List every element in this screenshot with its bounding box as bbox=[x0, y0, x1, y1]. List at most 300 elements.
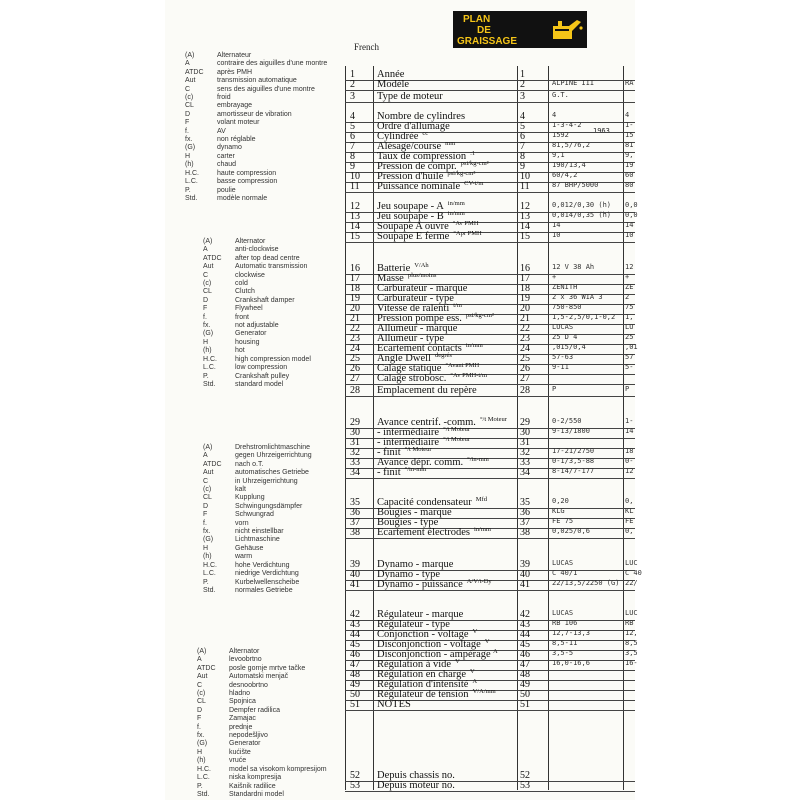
value-column-b: LUC bbox=[625, 559, 638, 567]
row-number-left: 49 bbox=[350, 679, 360, 690]
legend-abbreviation: P. bbox=[203, 578, 209, 586]
legend-row bbox=[185, 187, 327, 195]
row-number-right: 7 bbox=[520, 141, 525, 152]
legend-meaning: carter bbox=[217, 152, 235, 160]
legend-meaning: Dempfer radilica bbox=[229, 706, 280, 714]
legend-block bbox=[197, 648, 327, 799]
value-column-a: 750-850 bbox=[552, 303, 582, 311]
legend-abbreviation: f. bbox=[203, 519, 207, 527]
row-number-right: 29 bbox=[520, 417, 530, 428]
row-label: Jeu soupape - B bbox=[377, 211, 444, 222]
legend-abbreviation: ATDC bbox=[203, 460, 222, 468]
row-unit: °/t Moteur bbox=[443, 426, 471, 433]
legend-row bbox=[203, 570, 312, 578]
row-label: Modèle bbox=[377, 79, 410, 90]
legend-row bbox=[203, 520, 312, 528]
value-column-a: 4 bbox=[552, 111, 557, 119]
value-column-b: C 40 bbox=[625, 569, 642, 577]
value-column-a: LUCAS bbox=[552, 609, 574, 617]
legend-row bbox=[203, 545, 312, 553]
legend-meaning: Zamajac bbox=[229, 715, 256, 723]
legend-row bbox=[203, 503, 312, 511]
row-number-left: 30 bbox=[350, 427, 360, 438]
legend-row bbox=[197, 732, 327, 740]
row-unit: V bbox=[472, 628, 478, 635]
value-column-b: ,01 bbox=[625, 343, 638, 351]
value-column-b: 8,5 bbox=[625, 639, 638, 647]
row-number-right: 12 bbox=[520, 201, 530, 212]
value-column-b: 60 bbox=[625, 171, 634, 179]
row-number-left: 51 bbox=[350, 699, 360, 710]
legend-abbreviation: Aut bbox=[203, 469, 214, 477]
row-label: Ecartement électrodes bbox=[377, 527, 470, 538]
legend-row bbox=[185, 144, 327, 152]
legend-abbreviation: (h) bbox=[185, 161, 194, 169]
legend-row bbox=[203, 553, 312, 561]
row-number-left: 14 bbox=[350, 221, 360, 232]
row-number-left: 23 bbox=[350, 333, 360, 344]
row-number-left: 45 bbox=[350, 639, 360, 650]
legend-meaning: nicht einstellbar bbox=[235, 528, 284, 536]
legend-abbreviation: F bbox=[185, 119, 190, 127]
row-number-right: 44 bbox=[520, 629, 530, 640]
row-number-right: 35 bbox=[520, 497, 530, 508]
row-number-left: 31 bbox=[350, 437, 360, 448]
value-column-a: 3,5-5 bbox=[552, 649, 574, 657]
legend-meaning: high compression model bbox=[235, 355, 311, 363]
legend-abbreviation: (c) bbox=[203, 280, 212, 288]
row-number-right: 17 bbox=[520, 273, 530, 284]
row-label: - intermédiaire bbox=[377, 427, 440, 438]
row-number-left: 20 bbox=[350, 303, 360, 314]
row-unit: °/t Moteur bbox=[443, 436, 471, 443]
legend-meaning: Standardni model bbox=[229, 790, 284, 798]
row-number-left: 1 bbox=[350, 69, 355, 80]
legend-row bbox=[197, 740, 327, 748]
legend-row bbox=[203, 536, 312, 544]
legend-row bbox=[203, 356, 311, 364]
legend-abbreviation: C bbox=[197, 681, 203, 689]
legend-row bbox=[203, 461, 312, 469]
legend-abbreviation: (A) bbox=[203, 238, 213, 245]
value-column-b: 18 bbox=[625, 447, 634, 455]
value-column-a: 0,012/0,30 (h) bbox=[552, 201, 612, 209]
row-number-left: 4 bbox=[350, 111, 355, 122]
row-label: Bougies - type bbox=[377, 517, 439, 528]
legend-abbreviation: Std. bbox=[203, 380, 216, 388]
legend-abbreviation: H.C. bbox=[203, 561, 217, 569]
row-number-left: 48 bbox=[350, 669, 360, 680]
legend-meaning: dynamo bbox=[217, 144, 242, 152]
table-row bbox=[345, 386, 635, 397]
legend-meaning: nepodešljivo bbox=[229, 732, 268, 740]
legend-abbreviation: (G) bbox=[197, 740, 208, 748]
row-label: Conjonction - voltage bbox=[377, 629, 469, 640]
legend-row bbox=[203, 339, 311, 347]
row-number-left: 25 bbox=[350, 353, 360, 364]
row-label: Allumeur - type bbox=[377, 333, 445, 344]
value-column-b: 0,0 bbox=[625, 211, 638, 219]
legend-abbreviation: CL bbox=[203, 494, 212, 502]
value-column-b: 1- bbox=[625, 417, 634, 425]
legend-row bbox=[185, 102, 327, 110]
value-column-b: 0,0 bbox=[625, 201, 638, 209]
legend-meaning: Automatski menjač bbox=[229, 673, 289, 681]
row-number-left: 8 bbox=[350, 151, 355, 162]
row-number-left: 27 bbox=[350, 373, 360, 384]
row-label: Ecartement contacts bbox=[377, 343, 462, 354]
legend-abbreviation: ATDC bbox=[203, 254, 222, 262]
value-column-a: 190/13,4 bbox=[552, 161, 586, 169]
row-label: Ordre d'allumage bbox=[377, 121, 450, 132]
row-number-right: 43 bbox=[520, 619, 530, 630]
legend-meaning: froid bbox=[217, 94, 231, 102]
legend-abbreviation: L.C. bbox=[203, 364, 216, 372]
legend-abbreviation: (G) bbox=[203, 536, 214, 544]
row-label: Régulateur - marque bbox=[377, 609, 464, 620]
legend-row bbox=[203, 314, 311, 322]
value-column-a: 9,1 bbox=[552, 151, 565, 159]
legend-row bbox=[197, 749, 327, 757]
value-column-b: LUC bbox=[625, 609, 638, 617]
legend-row bbox=[185, 195, 327, 203]
row-number-right: 31 bbox=[520, 437, 530, 448]
row-number-right: 3 bbox=[520, 91, 525, 102]
row-number-left: 53 bbox=[350, 780, 360, 791]
value-column-a: LUCAS bbox=[552, 323, 574, 331]
value-column-a: C 40/1 bbox=[552, 569, 578, 577]
row-number-left: 12 bbox=[350, 201, 360, 212]
row-label: Type de moteur bbox=[377, 91, 443, 102]
row-number-right: 51 bbox=[520, 699, 530, 710]
row-number-left: 38 bbox=[350, 527, 360, 538]
value-column-a: 0,20 bbox=[552, 497, 569, 505]
legend-abbreviation: C bbox=[203, 477, 209, 485]
value-column-b: 1, bbox=[625, 313, 634, 321]
value-column-a: 22/13,5/2250 (G) bbox=[552, 579, 620, 587]
row-number-right: 2 bbox=[520, 79, 525, 90]
legend-meaning: clockwise bbox=[235, 271, 265, 279]
row-unit: :1 bbox=[470, 150, 476, 157]
legend-row bbox=[185, 136, 327, 144]
row-unit: mm bbox=[445, 140, 456, 147]
legend-meaning: contraire des aiguilles d'une montre bbox=[217, 60, 328, 68]
legend-row bbox=[197, 707, 327, 715]
value-column-a: 10 bbox=[552, 231, 561, 239]
legend-meaning: normales Getriebe bbox=[235, 586, 293, 594]
legend-meaning: hot bbox=[235, 347, 245, 355]
legend-abbreviation: F bbox=[203, 305, 208, 313]
legend-abbreviation: F bbox=[197, 715, 202, 723]
row-number-right: 42 bbox=[520, 609, 530, 620]
legend-meaning: standard model bbox=[235, 380, 284, 388]
value-column-a: RB 106 bbox=[552, 619, 578, 627]
legend-row bbox=[185, 111, 327, 119]
row-label: Disconjonction - voltage bbox=[377, 639, 481, 650]
legend-row bbox=[203, 562, 312, 570]
row-label: Cylindrée bbox=[377, 131, 419, 142]
value-column-b: 12, bbox=[625, 629, 638, 637]
value-column-b: 2 bbox=[625, 293, 630, 301]
row-number-left: 34 bbox=[350, 467, 360, 478]
legend-meaning: chaud bbox=[217, 161, 237, 169]
legend-block bbox=[203, 238, 311, 389]
legend-abbreviation: Std. bbox=[185, 194, 198, 202]
value-column-a: G.T. bbox=[552, 91, 569, 99]
row-number-right: 20 bbox=[520, 303, 530, 314]
legend-abbreviation: (c) bbox=[185, 94, 194, 102]
legend-row bbox=[185, 170, 327, 178]
value-column-b: KL bbox=[625, 507, 634, 515]
legend-abbreviation: (A) bbox=[203, 444, 213, 451]
oil-can-icon bbox=[547, 16, 583, 44]
legend-abbreviation: (h) bbox=[197, 757, 206, 765]
legend-meaning: kalt bbox=[235, 486, 246, 494]
table-row bbox=[345, 232, 635, 243]
legend-row bbox=[203, 579, 312, 587]
row-label: Taux de compression bbox=[377, 151, 467, 162]
row-unit: psi/kg-cm² bbox=[447, 170, 476, 177]
value-column-a: 12,7-13,3 bbox=[552, 629, 590, 637]
legend-meaning: sens des aiguilles d'une montre bbox=[217, 85, 315, 93]
row-label: Depuis chassis no. bbox=[377, 770, 455, 781]
legend-row bbox=[185, 52, 327, 60]
legend-block bbox=[203, 444, 312, 595]
row-label: Avance centrif. -comm. bbox=[377, 417, 476, 428]
row-number-right: 38 bbox=[520, 527, 530, 538]
value-column-a: ,015/0,4 bbox=[552, 343, 586, 351]
table-row bbox=[345, 80, 635, 91]
value-column-b: P bbox=[625, 385, 630, 393]
legend-row bbox=[203, 452, 312, 460]
row-number-right: 40 bbox=[520, 569, 530, 580]
legend-meaning: niedrige Verdichtung bbox=[235, 570, 299, 578]
legend-row bbox=[185, 119, 327, 127]
row-number-right: 26 bbox=[520, 363, 530, 374]
legend-meaning: front bbox=[235, 313, 250, 321]
legend-abbreviation: H.C. bbox=[203, 355, 217, 363]
legend-abbreviation: (h) bbox=[203, 553, 212, 561]
legend-row bbox=[197, 690, 327, 698]
legend-row bbox=[185, 178, 327, 186]
value-column-a: 8-14/7-177 bbox=[552, 467, 595, 475]
row-number-left: 26 bbox=[350, 363, 360, 374]
row-unit: °/t Moteur bbox=[404, 446, 432, 453]
legend-meaning: desnoobrtno bbox=[229, 681, 268, 689]
row-unit: °/in-mm bbox=[404, 466, 427, 473]
badge-line-1: PLAN bbox=[463, 14, 491, 25]
row-number-left: 32 bbox=[350, 447, 360, 458]
row-unit: V/Ah bbox=[414, 262, 429, 269]
legend-abbreviation: H.C. bbox=[197, 765, 211, 773]
value-column-b: 12 bbox=[625, 467, 634, 475]
value-column-b: + bbox=[625, 273, 630, 281]
badge-line-3: GRAISSAGE bbox=[457, 36, 518, 47]
legend-row bbox=[197, 665, 327, 673]
lubrication-chart-badge[interactable] bbox=[453, 11, 587, 48]
row-number-left: 33 bbox=[350, 457, 360, 468]
legend-meaning: Generator bbox=[235, 330, 267, 338]
row-number-right: 1 bbox=[520, 69, 525, 80]
row-unit: in/mm bbox=[447, 200, 465, 207]
value-column-a: 14 bbox=[552, 221, 561, 229]
row-number-left: 46 bbox=[350, 649, 360, 660]
legend-abbreviation: fx. bbox=[203, 528, 211, 536]
value-column-a: 57-63 bbox=[552, 353, 574, 361]
row-number-right: 4 bbox=[520, 111, 525, 122]
legend-row bbox=[185, 69, 327, 77]
legend-meaning: modèle normale bbox=[217, 194, 268, 202]
legend-row bbox=[197, 673, 327, 681]
legend-meaning: haute compression bbox=[217, 169, 277, 177]
legend-meaning: niska kompresija bbox=[229, 774, 282, 782]
row-number-left: 37 bbox=[350, 517, 360, 528]
legend-abbreviation: f. bbox=[203, 313, 207, 321]
row-number-left: 36 bbox=[350, 507, 360, 518]
legend-abbreviation: CL bbox=[203, 288, 212, 296]
legend-abbreviation: L.C. bbox=[203, 570, 216, 578]
row-label: Régulateur - type bbox=[377, 619, 450, 630]
legend-row bbox=[203, 322, 311, 330]
row-label: Pression de compr. bbox=[377, 161, 457, 172]
value-column-b: ZE bbox=[625, 283, 634, 291]
legend-abbreviation: (c) bbox=[197, 690, 206, 698]
row-number-right: 8 bbox=[520, 151, 525, 162]
legend-meaning: Alternateur bbox=[217, 52, 252, 59]
legend-abbreviation: (h) bbox=[203, 347, 212, 355]
row-number-right: 45 bbox=[520, 639, 530, 650]
value-column-a: P bbox=[552, 385, 557, 393]
legend-meaning: cold bbox=[235, 280, 248, 288]
row-label: Dynamo - puissance bbox=[377, 579, 463, 590]
row-number-right: 41 bbox=[520, 579, 530, 590]
legend-abbreviation: D bbox=[197, 706, 203, 714]
row-label: Jeu soupape - A bbox=[377, 201, 444, 212]
legend-meaning: Flywheel bbox=[235, 305, 263, 313]
legend-meaning: Generator bbox=[229, 740, 261, 748]
row-number-right: 28 bbox=[520, 385, 530, 396]
row-number-left: 13 bbox=[350, 211, 360, 222]
legend-row bbox=[197, 791, 327, 799]
value-column-a: 2 x 36 WIA 3 bbox=[552, 293, 603, 301]
row-number-left: 41 bbox=[350, 579, 360, 590]
row-unit: A/V/t-Dy bbox=[466, 578, 492, 585]
row-label: Disconjonction - ampérage bbox=[377, 649, 491, 660]
legend-row bbox=[203, 364, 311, 372]
legend-meaning: hohe Verdichtung bbox=[235, 561, 290, 569]
value-column-a: 16,0-16,6 bbox=[552, 659, 590, 667]
legend-meaning: in Uhrzeigerrichtung bbox=[235, 477, 298, 485]
row-number-left: 16 bbox=[350, 263, 360, 274]
row-unit: °/t Moteur bbox=[479, 416, 507, 423]
value-column-b: 81 bbox=[625, 141, 634, 149]
row-number-right: 19 bbox=[520, 293, 530, 304]
legend-meaning: anti-clockwise bbox=[235, 246, 279, 254]
legend-abbreviation: H bbox=[203, 338, 209, 346]
row-label: Vitesse de ralenti bbox=[377, 303, 450, 314]
row-unit: in/mm bbox=[447, 210, 465, 217]
value-column-b: 57 bbox=[625, 353, 634, 361]
legend-meaning: model sa visokom kompresijom bbox=[229, 765, 327, 773]
legend-row bbox=[185, 86, 327, 94]
value-column-b: 15 bbox=[625, 131, 634, 139]
legend-abbreviation: f. bbox=[197, 723, 201, 731]
row-number-right: 13 bbox=[520, 211, 530, 222]
legend-row bbox=[203, 272, 311, 280]
row-number-right: 14 bbox=[520, 221, 530, 232]
legend-abbreviation: H bbox=[185, 152, 191, 160]
value-column-b: 19 bbox=[625, 161, 634, 169]
row-number-left: 28 bbox=[350, 385, 360, 396]
legend-abbreviation: Aut bbox=[203, 263, 214, 271]
legend-meaning: nach o.T. bbox=[235, 460, 264, 468]
row-unit: °Av PMH bbox=[452, 220, 479, 227]
spec-table bbox=[345, 60, 642, 791]
legend-row bbox=[203, 263, 311, 271]
value-column-a: FE 75 bbox=[552, 517, 574, 525]
row-label: Soupape A ouvre bbox=[377, 221, 449, 232]
legend-row bbox=[203, 238, 311, 246]
value-column-a: LUCAS bbox=[552, 559, 574, 567]
row-unit: cc bbox=[422, 130, 429, 137]
row-number-left: 11 bbox=[350, 181, 360, 192]
row-unit: °Av PMH-t/m bbox=[450, 372, 488, 379]
legend-abbreviation: Std. bbox=[197, 790, 210, 798]
legend-row bbox=[185, 128, 327, 136]
row-label: Depuis moteur no. bbox=[377, 780, 455, 791]
table-row bbox=[345, 700, 635, 711]
legend-abbreviation: f. bbox=[185, 127, 189, 135]
value-column-a: 9-11 bbox=[552, 363, 569, 371]
legend-row bbox=[197, 656, 327, 664]
row-number-right: 22 bbox=[520, 323, 530, 334]
legend-abbreviation: Std. bbox=[203, 586, 216, 594]
row-unit: t/m bbox=[453, 302, 462, 309]
legend-meaning: non réglable bbox=[217, 136, 256, 144]
legend-row bbox=[197, 757, 327, 765]
value-column-b: FE bbox=[625, 517, 634, 525]
table-row bbox=[345, 781, 635, 792]
legend-row bbox=[203, 373, 311, 381]
legend-abbreviation: CL bbox=[197, 698, 206, 706]
row-number-right: 50 bbox=[520, 689, 530, 700]
row-label: Calage strobosc. bbox=[377, 373, 447, 384]
value-column-b: 4 bbox=[625, 111, 630, 119]
row-number-left: 43 bbox=[350, 619, 360, 630]
legend-row bbox=[197, 766, 327, 774]
row-number-right: 24 bbox=[520, 343, 530, 354]
row-unit: A bbox=[472, 678, 478, 685]
value-column-a: 0,014/0,35 (h) bbox=[552, 211, 612, 219]
value-column-b: 14 bbox=[625, 221, 634, 229]
table-row bbox=[345, 528, 635, 539]
row-number-right: 46 bbox=[520, 649, 530, 660]
row-label: Batterie bbox=[377, 263, 411, 274]
value-column-a: 9-13/1800 bbox=[552, 427, 590, 435]
legend-row bbox=[185, 60, 327, 68]
legend-meaning: embrayage bbox=[217, 102, 253, 110]
legend-abbreviation: (A) bbox=[197, 648, 207, 655]
value-column-a: 87 BHP/5000 bbox=[552, 181, 599, 189]
value-column-a: 0,025/0,6 bbox=[552, 527, 590, 535]
legend-row bbox=[203, 246, 311, 254]
legend-meaning: Clutch bbox=[235, 288, 255, 296]
legend-meaning: low compression bbox=[235, 364, 288, 372]
row-number-left: 15 bbox=[350, 231, 360, 242]
row-number-left: 21 bbox=[350, 313, 360, 324]
legend-meaning: posle gornje mrtve tačke bbox=[229, 664, 306, 672]
value-column-b: 3,5 bbox=[625, 649, 638, 657]
